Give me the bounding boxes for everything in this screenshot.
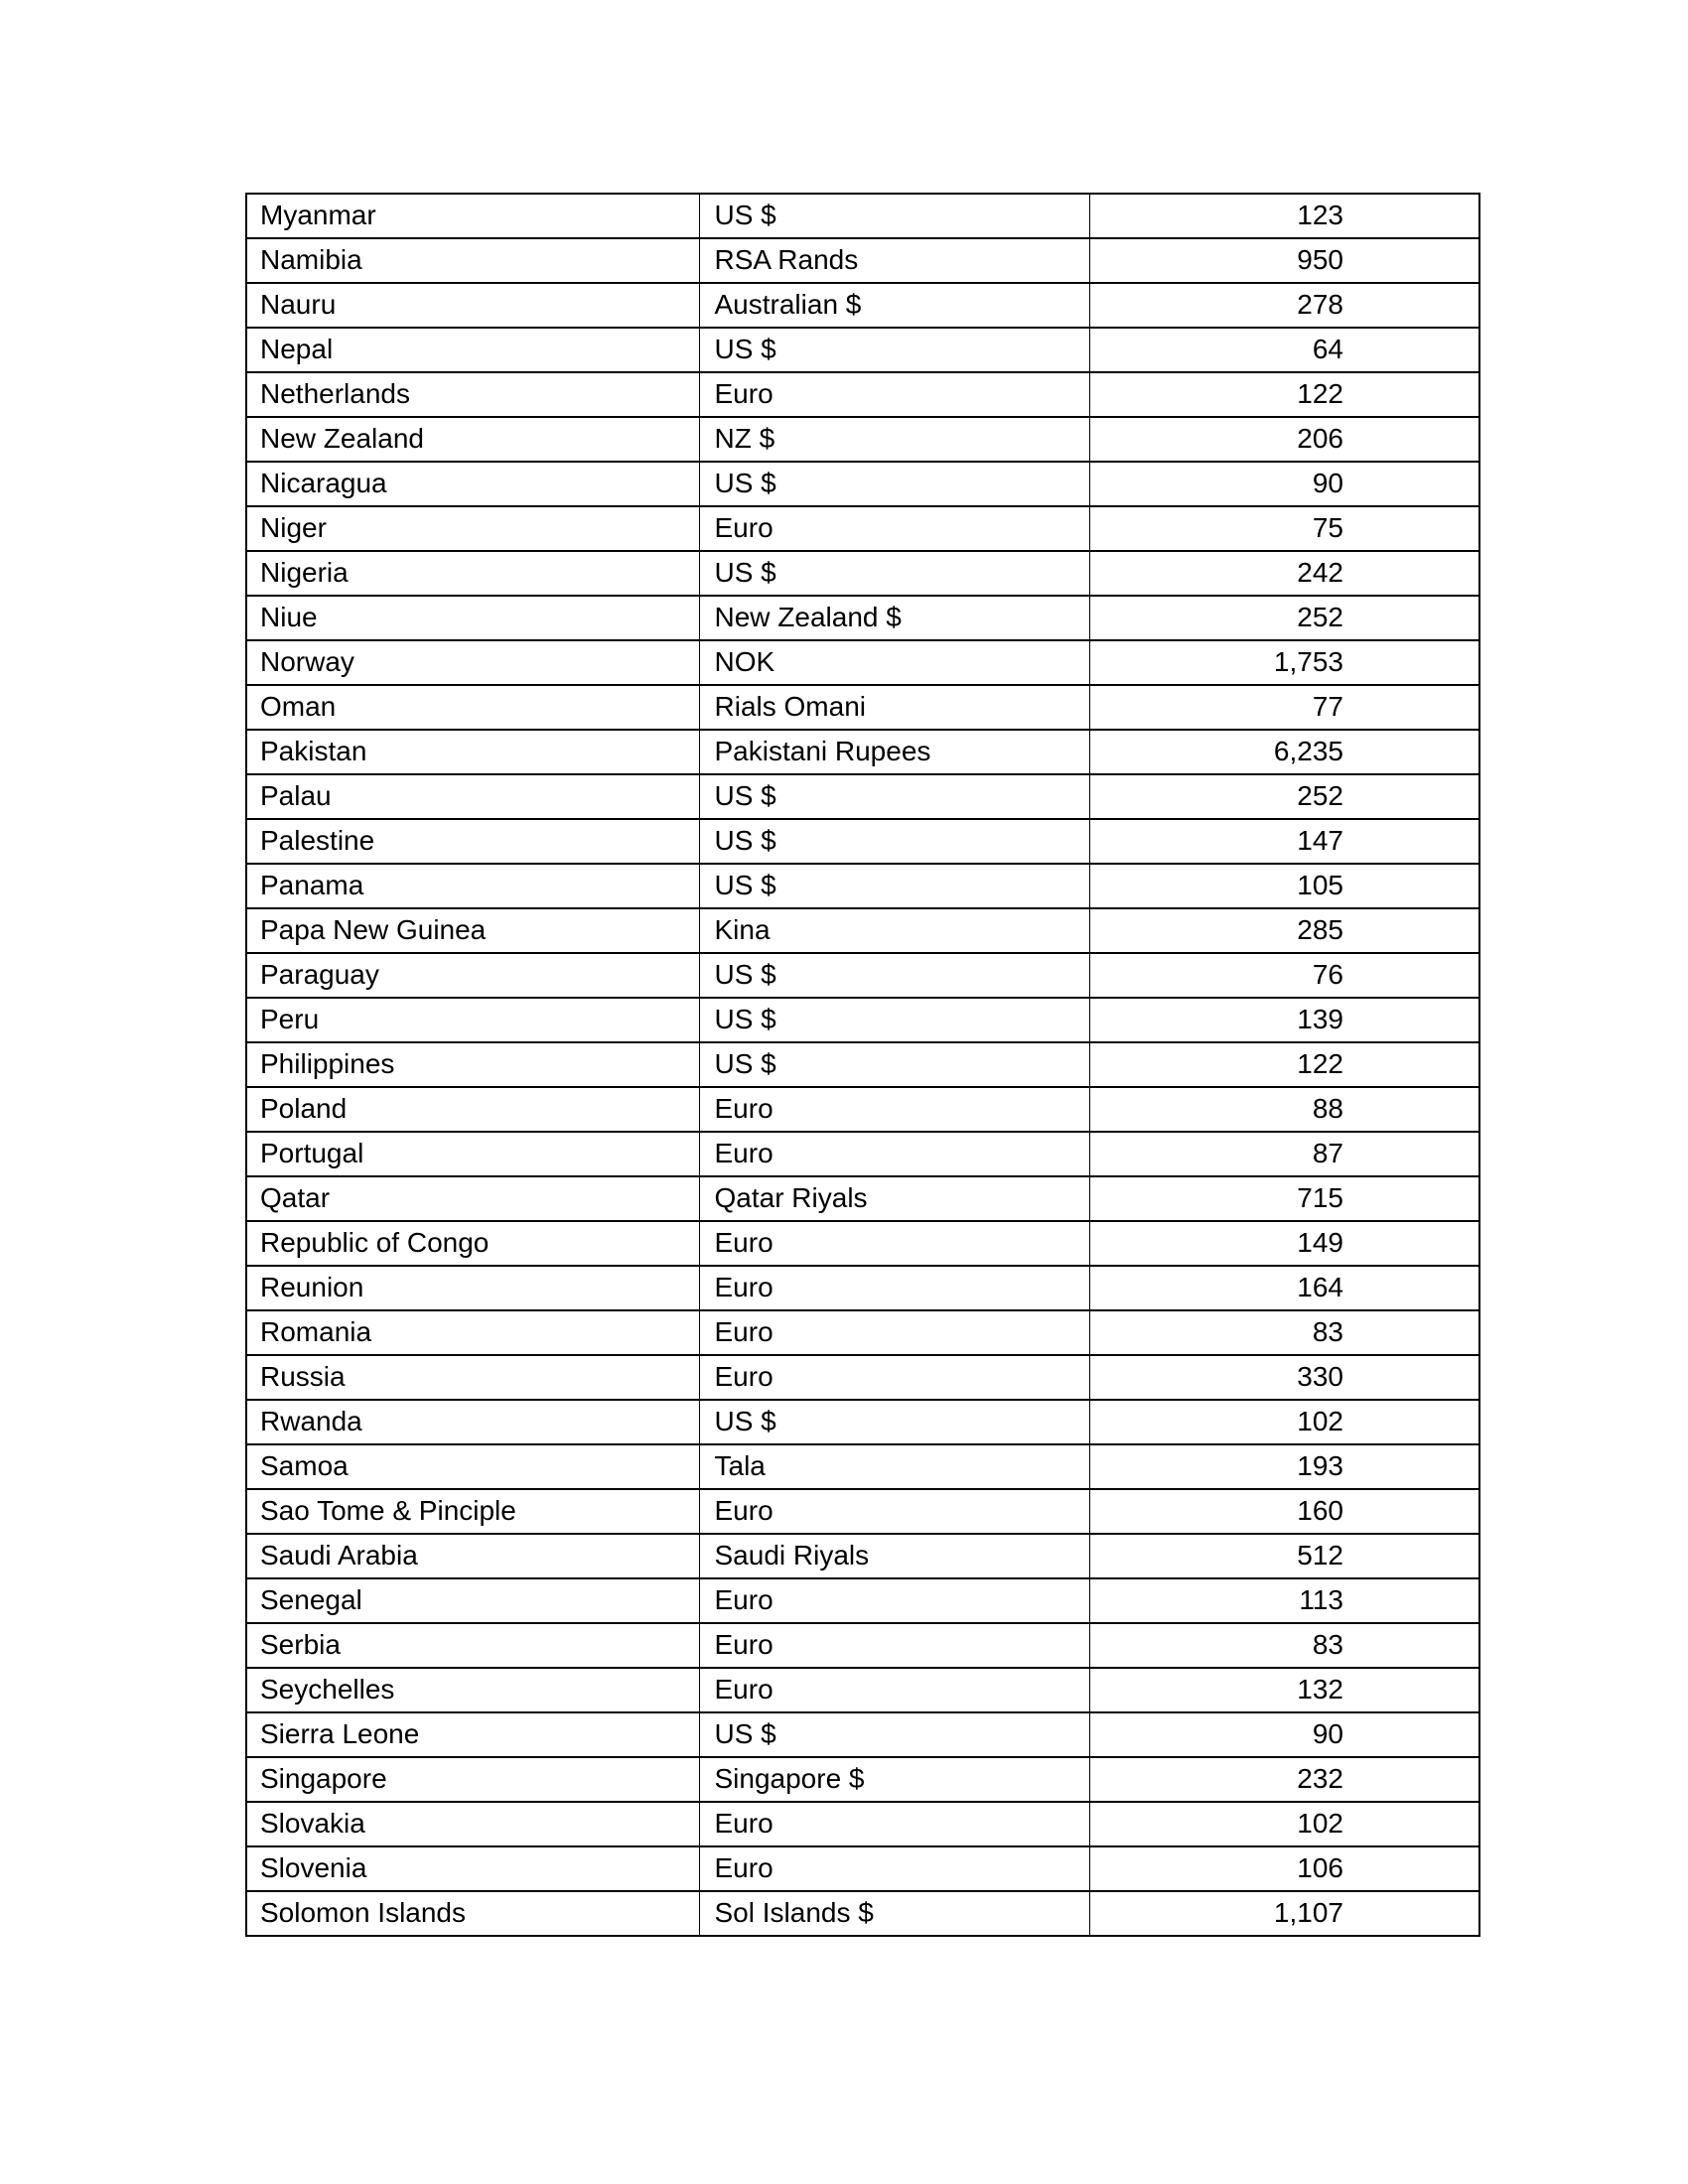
amount-cell: 147 <box>1089 819 1479 864</box>
currency-cell: US $ <box>699 328 1089 372</box>
country-cell: Qatar <box>246 1176 699 1221</box>
currency-cell: Euro <box>699 1489 1089 1534</box>
amount-cell: 105 <box>1089 864 1479 908</box>
table-row <box>246 328 1479 372</box>
currency-cell: US $ <box>699 551 1089 596</box>
country-cell: Palestine <box>246 819 699 864</box>
currency-cell: Saudi Riyals <box>699 1534 1089 1578</box>
table-row <box>246 819 1479 864</box>
amount-cell: 83 <box>1089 1623 1479 1668</box>
currency-cell: Euro <box>699 1132 1089 1176</box>
country-cell: Paraguay <box>246 953 699 998</box>
amount-cell: 90 <box>1089 462 1479 506</box>
country-cell: Serbia <box>246 1623 699 1668</box>
amount-cell: 102 <box>1089 1802 1479 1846</box>
country-cell: Poland <box>246 1087 699 1132</box>
country-cell: Nepal <box>246 328 699 372</box>
table-row <box>246 194 1479 238</box>
country-cell: Portugal <box>246 1132 699 1176</box>
currency-cell: Euro <box>699 1310 1089 1355</box>
country-cell: Nauru <box>246 283 699 328</box>
currency-cell: Euro <box>699 1802 1089 1846</box>
table-row <box>246 283 1479 328</box>
country-cell: Myanmar <box>246 194 699 238</box>
country-cell: New Zealand <box>246 417 699 462</box>
amount-cell: 75 <box>1089 506 1479 551</box>
country-cell: Solomon Islands <box>246 1891 699 1936</box>
amount-cell: 102 <box>1089 1400 1479 1444</box>
currency-cell: NZ $ <box>699 417 1089 462</box>
country-cell: Philippines <box>246 1042 699 1087</box>
currency-cell: US $ <box>699 1042 1089 1087</box>
amount-cell: 113 <box>1089 1578 1479 1623</box>
currency-cell: Euro <box>699 1266 1089 1310</box>
amount-cell: 950 <box>1089 238 1479 283</box>
currency-cell: US $ <box>699 1712 1089 1757</box>
table-row <box>246 596 1479 640</box>
table-row <box>246 998 1479 1042</box>
currency-cell: Euro <box>699 1846 1089 1891</box>
country-cell: Norway <box>246 640 699 685</box>
amount-cell: 1,107 <box>1089 1891 1479 1936</box>
amount-cell: 90 <box>1089 1712 1479 1757</box>
country-cell: Nigeria <box>246 551 699 596</box>
country-cell: Pakistan <box>246 730 699 774</box>
table-row <box>246 1176 1479 1221</box>
amount-cell: 139 <box>1089 998 1479 1042</box>
currency-cell: US $ <box>699 953 1089 998</box>
amount-cell: 83 <box>1089 1310 1479 1355</box>
table-row <box>246 1355 1479 1400</box>
country-cell: Russia <box>246 1355 699 1400</box>
table-row <box>246 417 1479 462</box>
country-cell: Romania <box>246 1310 699 1355</box>
currency-cell: Euro <box>699 1623 1089 1668</box>
country-cell: Niue <box>246 596 699 640</box>
country-cell: Sao Tome & Pinciple <box>246 1489 699 1534</box>
currency-cell: Sol Islands $ <box>699 1891 1089 1936</box>
currency-cell: US $ <box>699 1400 1089 1444</box>
table-row <box>246 685 1479 730</box>
table-row <box>246 1444 1479 1489</box>
currency-cell: NOK <box>699 640 1089 685</box>
table-row <box>246 953 1479 998</box>
table-row <box>246 1266 1479 1310</box>
amount-cell: 193 <box>1089 1444 1479 1489</box>
currency-table-container <box>245 193 1478 1937</box>
country-cell: Reunion <box>246 1266 699 1310</box>
currency-cell: US $ <box>699 774 1089 819</box>
currency-cell: Pakistani Rupees <box>699 730 1089 774</box>
table-row <box>246 551 1479 596</box>
currency-cell: RSA Rands <box>699 238 1089 283</box>
table-row <box>246 1534 1479 1578</box>
amount-cell: 252 <box>1089 596 1479 640</box>
amount-cell: 122 <box>1089 372 1479 417</box>
table-row <box>246 1578 1479 1623</box>
currency-table <box>245 193 1480 1937</box>
table-row <box>246 864 1479 908</box>
country-cell: Namibia <box>246 238 699 283</box>
currency-cell: US $ <box>699 819 1089 864</box>
country-cell: Netherlands <box>246 372 699 417</box>
country-cell: Slovakia <box>246 1802 699 1846</box>
country-cell: Papa New Guinea <box>246 908 699 953</box>
amount-cell: 77 <box>1089 685 1479 730</box>
table-row <box>246 1891 1479 1936</box>
table-row <box>246 1757 1479 1802</box>
country-cell: Sierra Leone <box>246 1712 699 1757</box>
currency-table-body <box>246 194 1479 1936</box>
country-cell: Seychelles <box>246 1668 699 1712</box>
table-row <box>246 1668 1479 1712</box>
table-row <box>246 1400 1479 1444</box>
country-cell: Peru <box>246 998 699 1042</box>
country-cell: Slovenia <box>246 1846 699 1891</box>
country-cell: Saudi Arabia <box>246 1534 699 1578</box>
amount-cell: 132 <box>1089 1668 1479 1712</box>
amount-cell: 285 <box>1089 908 1479 953</box>
currency-cell: Euro <box>699 1668 1089 1712</box>
table-row <box>246 1802 1479 1846</box>
table-row <box>246 506 1479 551</box>
currency-cell: Euro <box>699 1087 1089 1132</box>
currency-cell: Euro <box>699 1578 1089 1623</box>
amount-cell: 122 <box>1089 1042 1479 1087</box>
currency-cell: US $ <box>699 864 1089 908</box>
country-cell: Samoa <box>246 1444 699 1489</box>
table-row <box>246 908 1479 953</box>
table-row <box>246 1623 1479 1668</box>
currency-cell: Qatar Riyals <box>699 1176 1089 1221</box>
amount-cell: 6,235 <box>1089 730 1479 774</box>
country-cell: Senegal <box>246 1578 699 1623</box>
amount-cell: 164 <box>1089 1266 1479 1310</box>
amount-cell: 160 <box>1089 1489 1479 1534</box>
table-row <box>246 1712 1479 1757</box>
table-row <box>246 774 1479 819</box>
country-cell: Niger <box>246 506 699 551</box>
table-row <box>246 1132 1479 1176</box>
country-cell: Palau <box>246 774 699 819</box>
amount-cell: 88 <box>1089 1087 1479 1132</box>
table-row <box>246 238 1479 283</box>
amount-cell: 330 <box>1089 1355 1479 1400</box>
currency-cell: US $ <box>699 194 1089 238</box>
currency-cell: Australian $ <box>699 283 1089 328</box>
table-row <box>246 1846 1479 1891</box>
currency-cell: Euro <box>699 1221 1089 1266</box>
currency-cell: Euro <box>699 506 1089 551</box>
table-row <box>246 640 1479 685</box>
amount-cell: 106 <box>1089 1846 1479 1891</box>
currency-cell: Kina <box>699 908 1089 953</box>
amount-cell: 715 <box>1089 1176 1479 1221</box>
currency-cell: Singapore $ <box>699 1757 1089 1802</box>
table-row <box>246 462 1479 506</box>
amount-cell: 512 <box>1089 1534 1479 1578</box>
amount-cell: 1,753 <box>1089 640 1479 685</box>
amount-cell: 149 <box>1089 1221 1479 1266</box>
country-cell: Singapore <box>246 1757 699 1802</box>
table-row <box>246 1087 1479 1132</box>
table-row <box>246 1310 1479 1355</box>
country-cell: Oman <box>246 685 699 730</box>
amount-cell: 278 <box>1089 283 1479 328</box>
currency-cell: Tala <box>699 1444 1089 1489</box>
country-cell: Rwanda <box>246 1400 699 1444</box>
currency-cell: Euro <box>699 1355 1089 1400</box>
amount-cell: 76 <box>1089 953 1479 998</box>
amount-cell: 87 <box>1089 1132 1479 1176</box>
currency-cell: US $ <box>699 998 1089 1042</box>
amount-cell: 206 <box>1089 417 1479 462</box>
currency-cell: US $ <box>699 462 1089 506</box>
table-row <box>246 372 1479 417</box>
table-row <box>246 730 1479 774</box>
country-cell: Nicaragua <box>246 462 699 506</box>
currency-cell: Rials Omani <box>699 685 1089 730</box>
amount-cell: 252 <box>1089 774 1479 819</box>
currency-cell: Euro <box>699 372 1089 417</box>
table-row <box>246 1042 1479 1087</box>
country-cell: Panama <box>246 864 699 908</box>
amount-cell: 64 <box>1089 328 1479 372</box>
amount-cell: 232 <box>1089 1757 1479 1802</box>
amount-cell: 123 <box>1089 194 1479 238</box>
table-row <box>246 1221 1479 1266</box>
currency-cell: New Zealand $ <box>699 596 1089 640</box>
country-cell: Republic of Congo <box>246 1221 699 1266</box>
amount-cell: 242 <box>1089 551 1479 596</box>
table-row <box>246 1489 1479 1534</box>
